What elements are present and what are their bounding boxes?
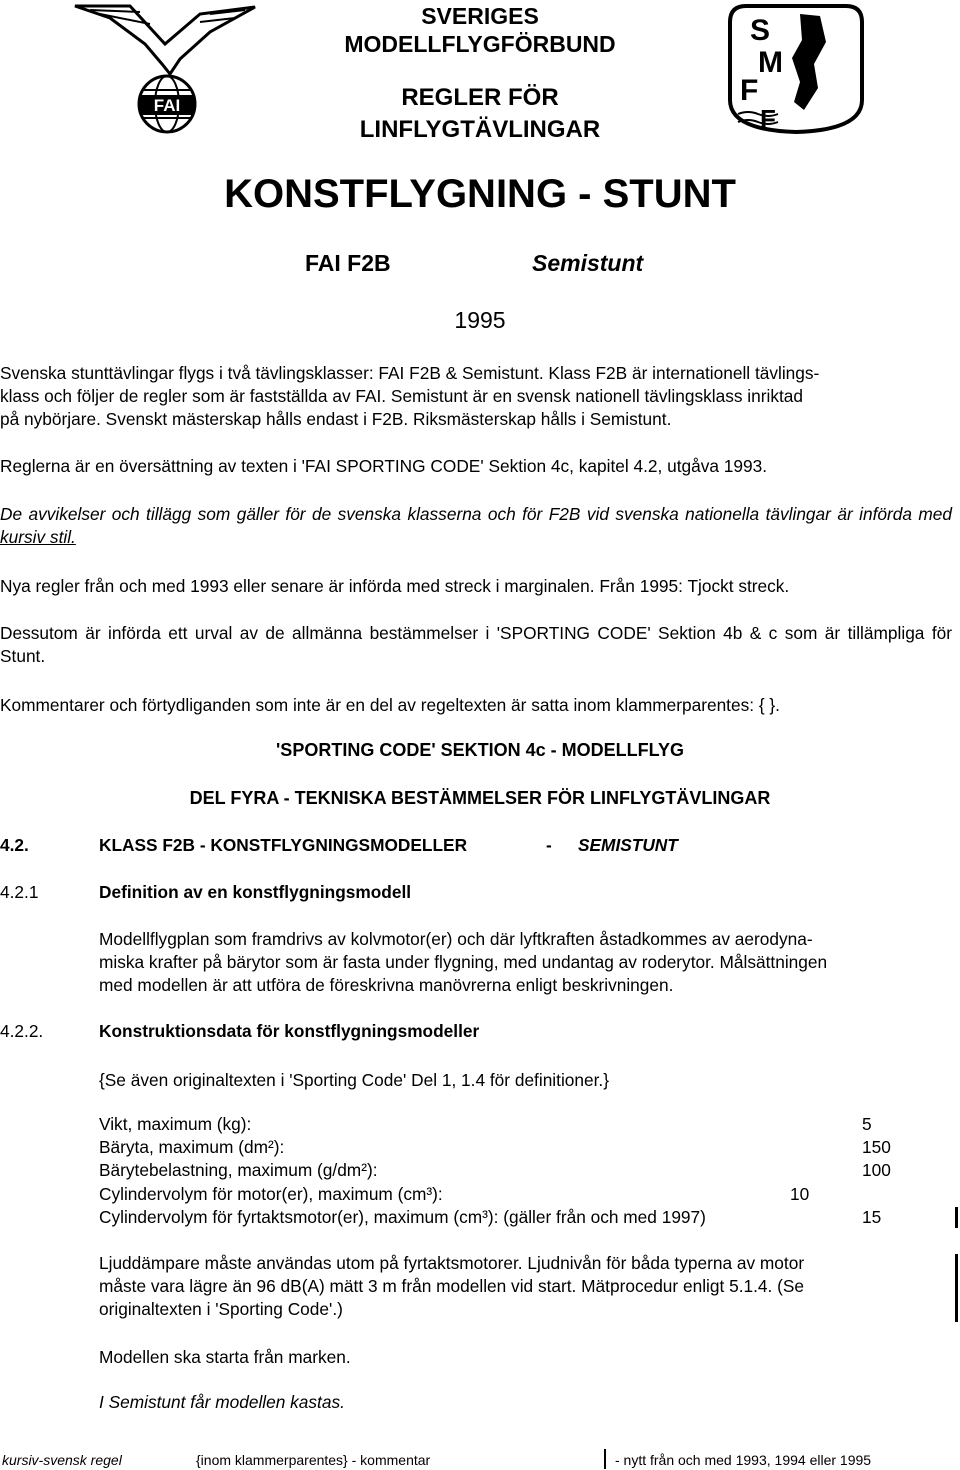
start-rule: Modellen ska starta från marken. [99, 1347, 351, 1367]
spec-label-fourstroke: Cylindervolym för fyrtaktsmotor(er), maximum (cm³): (gäller från och med 1997) [99, 1207, 706, 1227]
rules-title-line1: REGLER FÖR [401, 84, 559, 111]
fai-logo [70, 4, 260, 134]
s421-line3: med modellen är att utföra de föreskrivna manövrerna enligt beskrivningen. [99, 975, 674, 995]
intro-p1-line2: klass och följer de regler som är fastställda av FAI. Semistunt är en svensk nationell tävlingsklass inriktad [0, 386, 803, 406]
spec-label-area: Bäryta, maximum (dm²): [99, 1137, 285, 1157]
class-fai-f2b: FAI F2B [305, 250, 391, 276]
section-4-2-2-title: Konstruktionsdata för konstflygningsmodeller [99, 1021, 480, 1041]
heading-sporting-code: 'SPORTING CODE' SEKTION 4c - MODELLFLYG [276, 740, 684, 760]
smff-logo-letter-s: S [750, 14, 771, 47]
intro-p1-line3: på nybörjare. Svenskt mästerskap hålls endast i F2B. Riksmästerskap hålls i Semistunt. [0, 409, 672, 429]
spec-value-displacement: 10 [790, 1184, 810, 1204]
margin-bar-fourstroke [955, 1207, 958, 1228]
spec-label-displacement: Cylindervolym för motor(er), maximum (cm³): [99, 1184, 443, 1204]
noise-line1: Ljuddämpare måste användas utom på fyrtaktsmotorer. Ljudnivån för båda typerna av motor [99, 1253, 805, 1273]
section-4-2-1-body [99, 928, 950, 997]
intro-paragraph-2: Reglerna är en översättning av texten i 'FAI SPORTING CODE' Sektion 4c, kapitel 4.2, utgåva 1993. [0, 456, 768, 476]
s421-line2: miska krafter på bärytor som är fasta under flygning, med undantag av roderytor. Målsättningen [99, 952, 828, 972]
section-4-2-number: 4.2. [0, 835, 29, 855]
org-name-line1: SVERIGES [421, 3, 539, 29]
document-year: 1995 [454, 307, 506, 333]
spec-value-weight: 5 [862, 1114, 872, 1134]
heading-del-fyra: DEL FYRA - TEKNISKA BESTÄMMELSER FÖR LINFLYGTÄVLINGAR [189, 788, 771, 808]
section-4-2-dash: - [546, 835, 552, 855]
section-4-2-2-note: {Se även originaltexten i 'Sporting Code' Del 1, 1.4 för definitioner.} [99, 1070, 609, 1090]
smff-logo-letter-m: M [758, 46, 783, 79]
intro-paragraph-4: Nya regler från och med 1993 eller senare är införda med streck i marginalen. Från 1995: Tjockt streck. [0, 576, 790, 596]
org-name-line2: MODELLFLYGFÖRBUND [344, 31, 616, 57]
smff-logo-letter-f2: F [760, 104, 776, 134]
intro-p3-text: De avvikelser och tillägg som gäller för de svenska klasserna och för F2B vid svenska nationella tävlingar är införda med [0, 504, 952, 524]
semistunt-note: I Semistunt får modellen kastas. [99, 1392, 345, 1412]
spec-label-loading: Bärytebelastning, maximum (g/dm²): [99, 1160, 378, 1180]
intro-paragraph-3 [0, 503, 952, 549]
class-semistunt: Semistunt [532, 250, 644, 276]
page-title: KONSTFLYGNING - STUNT [224, 172, 736, 216]
rules-title-line2: LINFLYGTÄVLINGAR [359, 116, 601, 143]
spec-value-loading: 100 [862, 1160, 891, 1180]
intro-paragraph-5: Dessutom är införda ett urval av de allmänna bestämmelser i 'SPORTING CODE' Sektion 4b & c som är tillämpliga för Stunt. [0, 623, 952, 666]
legend-italic: kursiv-svensk regel [2, 1452, 122, 1468]
legend-bar [604, 1449, 606, 1469]
legend-new: - nytt från och med 1993, 1994 eller 1995 [615, 1452, 872, 1468]
noise-line3: originaltexten i 'Sporting Code'.) [99, 1299, 343, 1319]
intro-p1-line1: Svenska stunttävlingar flygs i två tävlingsklasser: FAI F2B & Semistunt. Klass F2B är internationell tävlings- [0, 363, 820, 383]
section-4-2-2-number: 4.2.2. [0, 1021, 44, 1041]
smff-logo-letter-f1: F [740, 74, 759, 107]
s421-line1: Modellflygplan som framdrivs av kolvmotor(er) och där lyftkraften åstadkommes av aerodyna- [99, 929, 813, 949]
intro-p3-kursiv-stil: kursiv stil. [0, 527, 76, 547]
noise-paragraph [99, 1252, 950, 1321]
fai-logo-text: FAI [153, 96, 181, 115]
margin-bar-noise [955, 1254, 958, 1322]
legend-comment: {inom klammerparentes} - kommentar [196, 1452, 431, 1468]
spec-label-weight: Vikt, maximum (kg): [99, 1114, 252, 1134]
section-4-2-1-title: Definition av en konstflygningsmodell [99, 882, 412, 902]
smff-logo [728, 2, 864, 134]
spec-value-area: 150 [862, 1137, 891, 1157]
section-4-2-1-number: 4.2.1 [0, 882, 39, 902]
spec-value-fourstroke: 15 [862, 1207, 882, 1227]
noise-line2: måste vara lägre än 96 dB(A) mätt 3 m från modellen vid start. Mätprocedur enligt 5.1.4. (Se [99, 1276, 805, 1296]
section-4-2-semistunt: SEMISTUNT [578, 835, 678, 855]
intro-paragraph-6: Kommentarer och förtydliganden som inte är en del av regeltexten är satta inom klammerparentes: { }. [0, 695, 780, 715]
section-4-2-title: KLASS F2B - KONSTFLYGNINGSMODELLER [99, 835, 468, 855]
intro-paragraph-1 [0, 362, 952, 431]
